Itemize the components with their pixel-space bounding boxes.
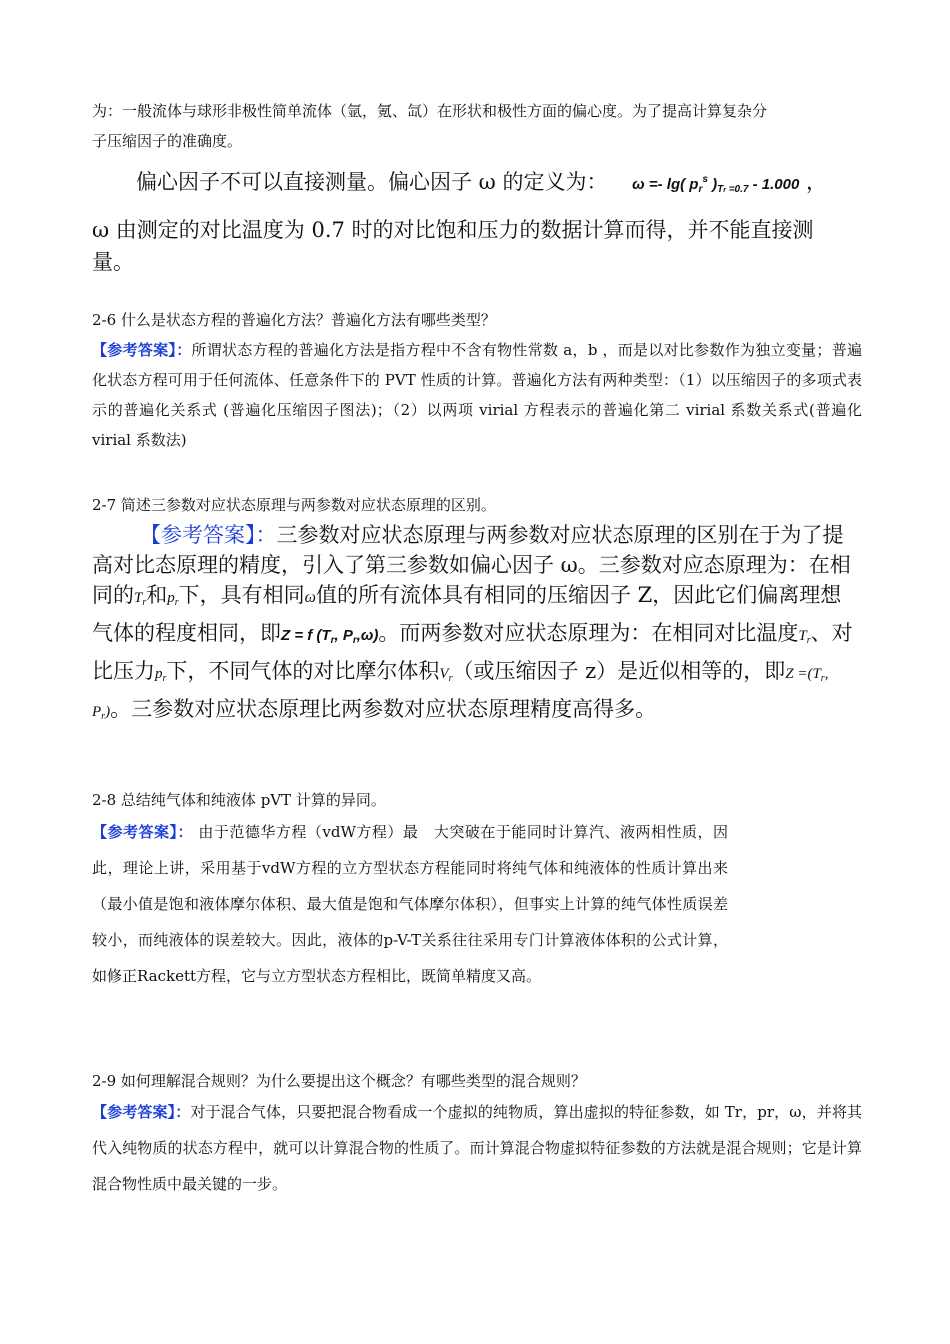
formula-comma: ， [806, 170, 828, 194]
question-2-6 [92, 305, 862, 335]
acentric-definition-line [136, 164, 876, 207]
intro-paragraph [92, 96, 862, 156]
pr-symbol-2: $p_r$ [155, 666, 167, 684]
answer-tag: 【参考答案】： [92, 823, 194, 841]
question-2-7 [92, 490, 862, 520]
answer-tag: 【参考答案】： [92, 1103, 191, 1121]
pr-symbol: $p_r$ [167, 590, 179, 608]
answer-2-8 [92, 814, 728, 994]
question-2-8-text: 2-8 总结纯气体和纯液体 pVT 计算的异同。 [92, 791, 386, 809]
answer-2-9 [92, 1094, 862, 1202]
question-2-8 [92, 785, 862, 815]
answer-2-9-text: 对于混合气体，只要把混合物看成一个虚拟的纯物质，算出虚拟的特征参数，如 Tr，pr，ω，并将其代入纯物质的状态方程中，就可以计算混合物的性质了。而计算混合物虚拟特征参数的方法就是混合规则；它是计算混合物性质中最关键的一步。 [92, 1103, 862, 1193]
answer-2-6 [92, 335, 862, 455]
tr-symbol-2: $T_r$ [798, 628, 811, 646]
acentric-explanation-line-1: ω 由测定的对比温度为 0.7 时的对比饱和压力的数据计算而得，并不能直接测 [92, 218, 814, 242]
answer-tag: 【参考答案】： [140, 523, 277, 547]
intro-line-1: 为：一般流体与球形非极性简单流体（氩，氪、氙）在形状和极性方面的偏心度。为了提高计算复杂分 [92, 102, 768, 120]
answer-2-8-text: 由于范德华方程（vdW方程）最 大突破在于能同时计算汽、液两相性质，因此，理论上讲，采用基于vdW方程的立方型状态方程能同时将纯气体和纯液体的性质计算出来（最小值是饱和液体摩尔体积、最大值是饱和气体摩尔体积），但事实上计算的纯气体性质误差较小，而纯液体的误差较大。因此，液体的p-V-T关系往往采用专门计算液体体积的公式计算，如修正Rackett方程，它与立方型状态方程相比，既简单精度又高。 [92, 823, 728, 985]
two-parameter-equation: $Z =(T_r$, $P_r$) [92, 666, 829, 722]
acentric-formula: ω =- lg( $p_r^s$ )$_{Tr =0.7} - 1.000$ [632, 174, 800, 195]
answer-2-6-text: 所谓状态方程的普遍化方法是指方程中不含有物性常数 a，b ，而是以对比参数作为独立变量；普遍化状态方程可用于任何流体、任意条件下的 PVT 性质的计算。普遍化方法有两种类型：（1）以压缩因子的多项式表示的普遍化关系式 (普遍化压缩因子图法)；（2）以两项 virial 方程表示的普遍化第二 virial 系数关系式(普遍化 virial 系数法) [92, 341, 862, 449]
tr-symbol: $T_r$ [134, 590, 147, 608]
three-parameter-equation: Z = f ($T_r$, $P_r,\omega$) [281, 627, 379, 646]
question-2-6-text: 2-6 什么是状态方程的普遍化方法？普遍化方法有哪些类型？ [92, 311, 496, 329]
answer-tag: 【参考答案】： [92, 341, 192, 359]
vr-symbol: $V_r$ [439, 666, 453, 684]
intro-line-2: 子压缩因子的准确度。 [92, 132, 243, 150]
acentric-definition-text: 偏心因子不可以直接测量。偏心因子 ω 的定义为： [136, 170, 608, 194]
question-2-7-text: 2-7 简述三参数对应状态原理与两参数对应状态原理的区别。 [92, 496, 496, 514]
omega-symbol: ω [304, 589, 316, 606]
question-2-9-text: 2-9 如何理解混合规则？为什么要提出这个概念？有哪些类型的混合规则？ [92, 1072, 586, 1090]
question-2-9 [92, 1066, 862, 1096]
acentric-explanation [92, 214, 862, 278]
answer-2-7: 【参考答案】：三参数对应状态原理与两参数对应状态原理的区别在于为了提高对比态原理的精度，引入了第三参数如偏心因子 ω。三参数对应态原理为：在相同的$T_r$和$p_r$下，具有相同ω值的所有流体具有相同的压缩因子 Z，因此它们偏离理想气体的程度相同，即Z = f ($T_r$, $P_r,\omega$)。而两参数对应状态原理为：在相同对比温度$T_r$、对比压力$p_r$下，不同气体的对比摩尔体积$V_r$（或压缩因子 z）是近似相等的，即$Z =(T_r$, $P_r$)。三参数对应状态原理比两参数对应状态原理精度高得多。 [92, 523, 853, 722]
acentric-explanation-line-2: 量。 [92, 250, 134, 274]
